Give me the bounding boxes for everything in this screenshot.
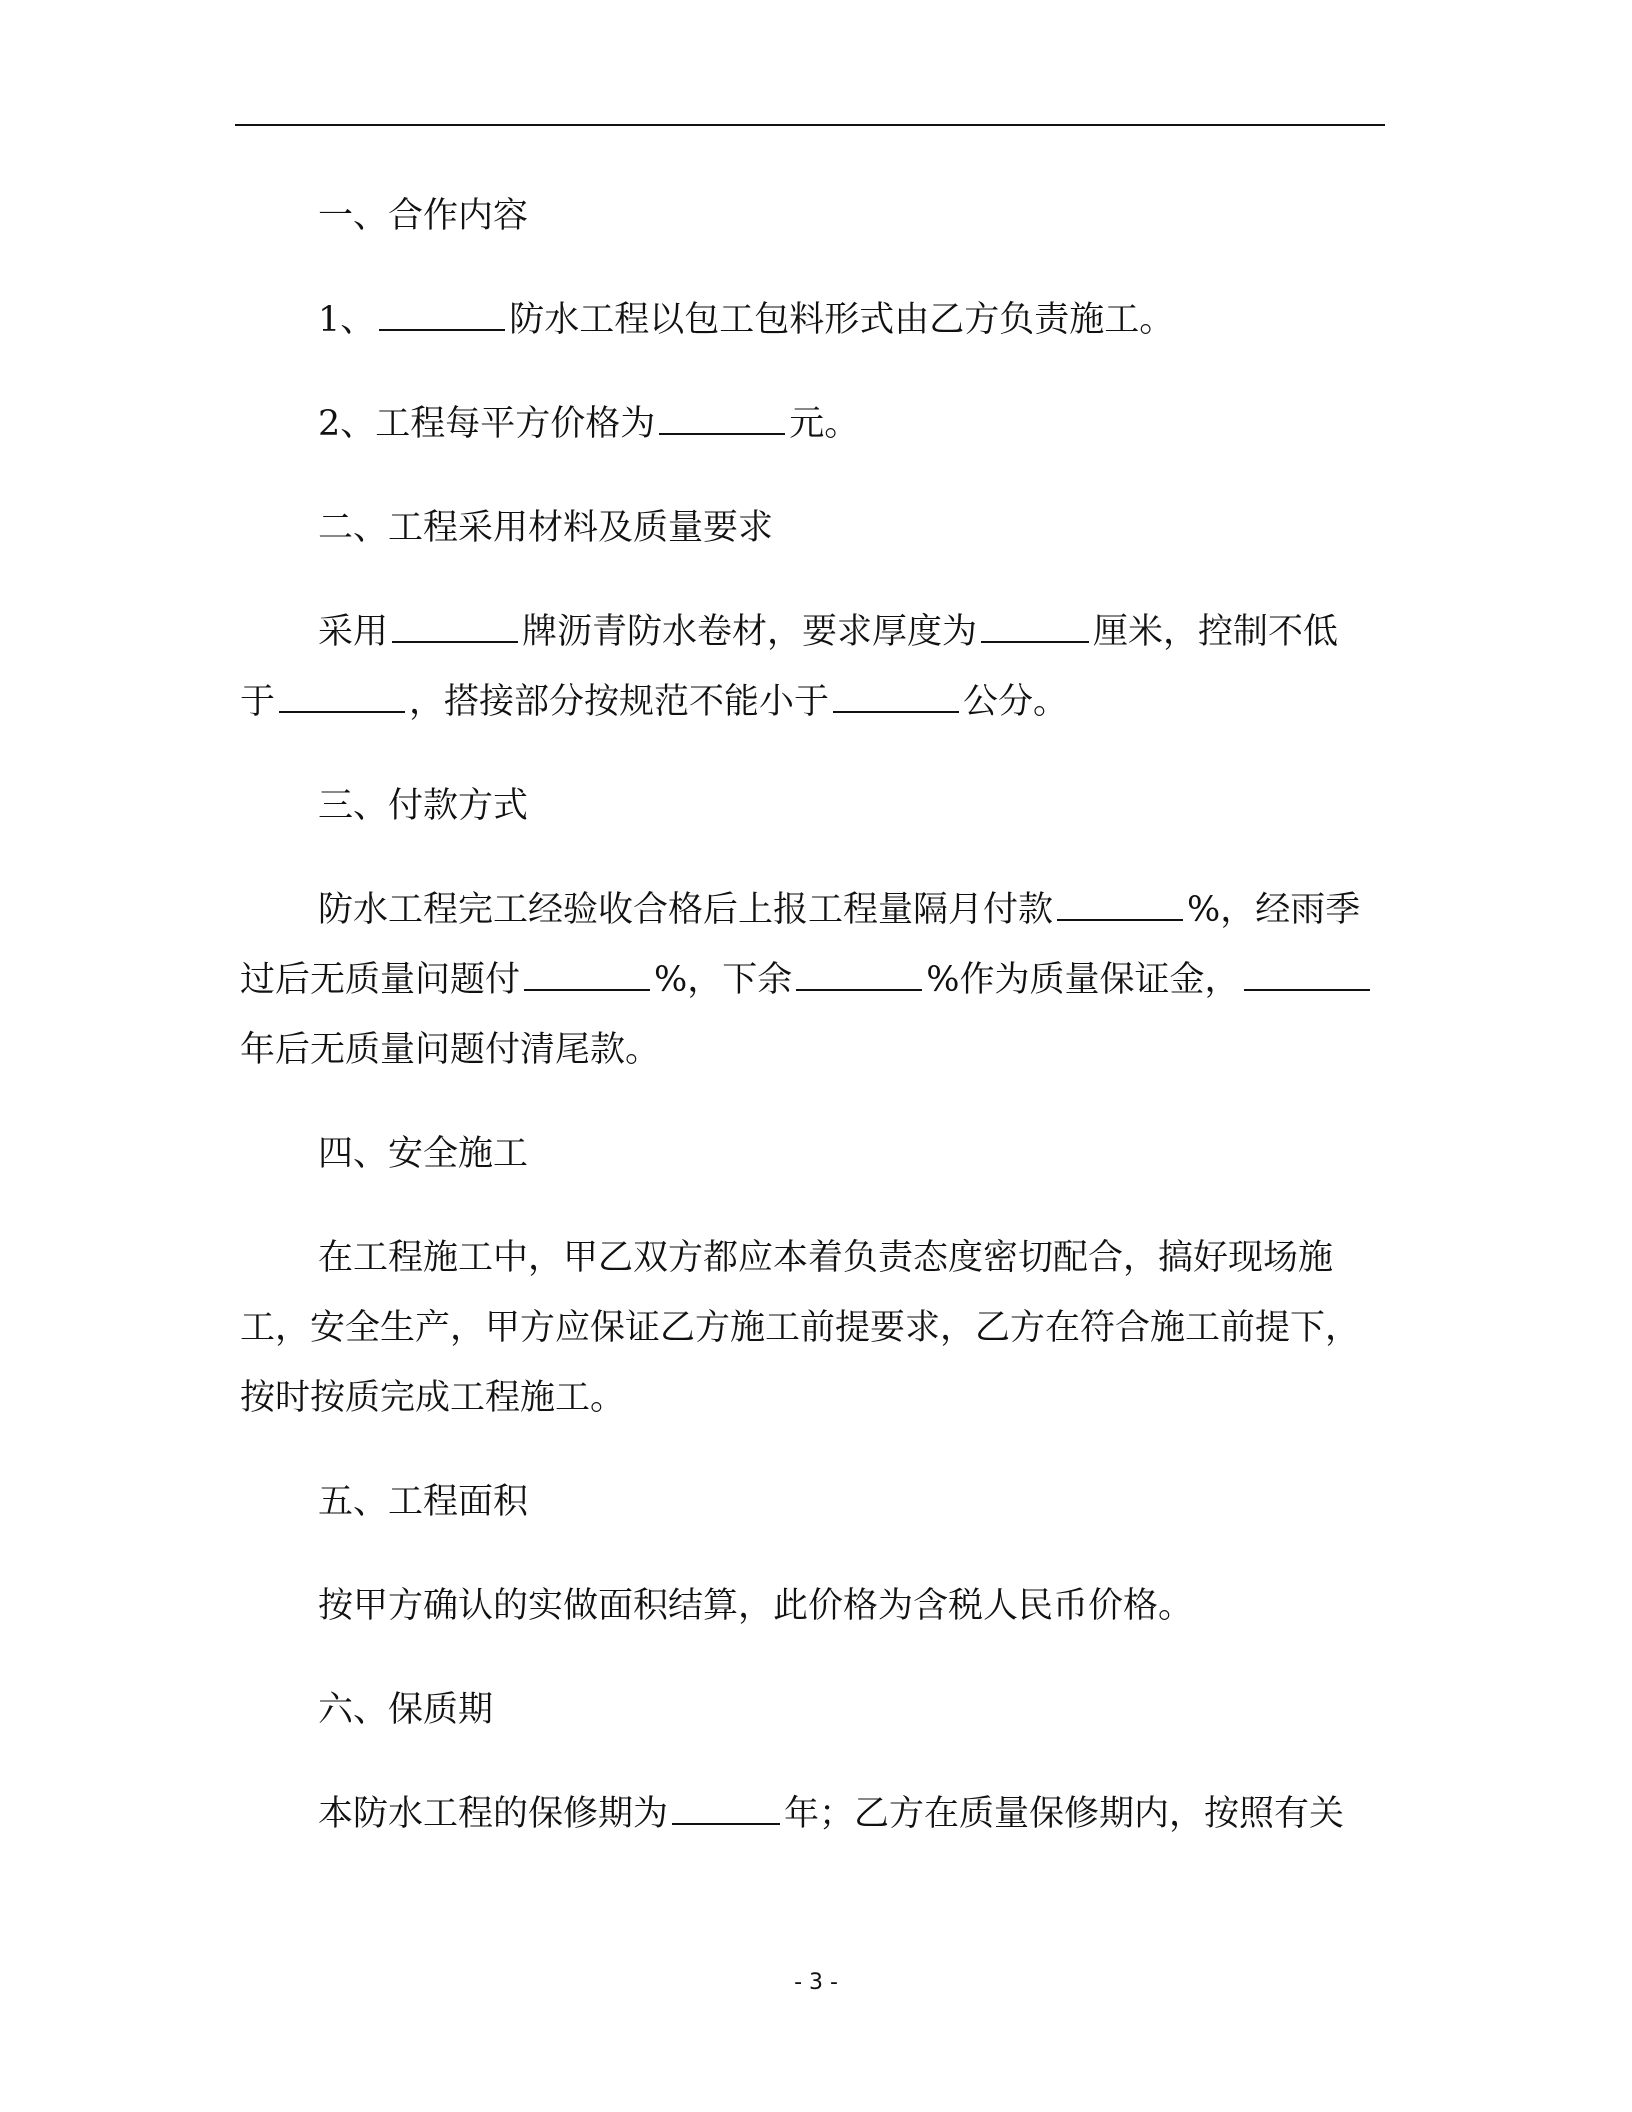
heading-text: 五、工程面积 [318, 1482, 529, 1522]
paragraph-safety-line-2 [240, 1306, 1390, 1350]
section-heading-3 [318, 784, 1390, 828]
text-segment: ，搭接部分按规范不能小于 [409, 682, 830, 722]
header-rule [235, 124, 1385, 126]
paragraph-payment-line-3 [240, 1028, 1390, 1072]
blank-field [833, 681, 959, 713]
section-heading-2 [318, 506, 1390, 550]
heading-text: 二、工程采用材料及质量要求 [318, 508, 774, 548]
blank-field [524, 959, 650, 991]
text-segment: 年后无质量问题付清尾款。 [240, 1030, 661, 1070]
text-segment: 采用 [318, 612, 389, 652]
heading-text: 三、付款方式 [318, 786, 529, 826]
text-segment: 厘米，控制不低 [1093, 612, 1339, 652]
section-heading-1 [318, 194, 1390, 238]
text-segment: 防水工程完工经验收合格后上报工程量隔月付款 [318, 890, 1054, 930]
blank-field [672, 1793, 780, 1825]
text-segment: 在工程施工中，甲乙双方都应本着负责态度密切配合，搞好现场施 [318, 1238, 1334, 1278]
paragraph-item-2 [318, 402, 1390, 446]
heading-text: 六、保质期 [318, 1690, 494, 1730]
blank-field [379, 299, 505, 331]
heading-text: 四、安全施工 [318, 1134, 529, 1174]
blank-field [796, 959, 922, 991]
blank-field [392, 611, 518, 643]
paragraph-warranty-line-1 [318, 1792, 1390, 1836]
text-segment: 过后无质量问题付 [240, 960, 521, 1000]
text-segment: 于 [240, 682, 276, 722]
blank-field [981, 611, 1089, 643]
page-number: - 3 - [794, 1970, 838, 1995]
blank-field [1244, 959, 1370, 991]
text-segment: 公分。 [963, 682, 1069, 722]
text-segment: 按时按质完成工程施工。 [240, 1378, 626, 1418]
text-segment: 防水工程以包工包料形式由乙方负责施工。 [509, 300, 1175, 340]
text-segment: 年；乙方在质量保修期内，按照有关 [784, 1794, 1345, 1834]
paragraph-area-line-1 [318, 1584, 1390, 1628]
blank-field [1057, 889, 1183, 921]
blank-field [279, 681, 405, 713]
text-segment: 元。 [789, 404, 860, 444]
heading-text: 一、合作内容 [318, 196, 529, 236]
blank-field [659, 403, 785, 435]
section-heading-4 [318, 1132, 1390, 1176]
paragraph-safety-line-1 [318, 1236, 1390, 1280]
paragraph-payment-line-2 [240, 958, 1390, 1002]
section-heading-5 [318, 1480, 1390, 1524]
text-segment: %，经雨季 [1187, 890, 1361, 930]
text-segment: 本防水工程的保修期为 [318, 1794, 669, 1834]
text-segment: 牌沥青防水卷材，要求厚度为 [522, 612, 978, 652]
section-heading-6 [318, 1688, 1390, 1732]
paragraph-materials-line-2 [240, 680, 1390, 724]
text-segment: 1、 [318, 300, 376, 340]
text-segment: %作为质量保证金， [926, 960, 1240, 1000]
paragraph-item-1 [318, 298, 1390, 342]
text-segment: 按甲方确认的实做面积结算，此价格为含税人民币价格。 [318, 1586, 1194, 1626]
paragraph-safety-line-3 [240, 1376, 1390, 1420]
text-segment: 2、工程每平方价格为 [318, 404, 656, 444]
text-segment: %，下余 [654, 960, 793, 1000]
paragraph-materials-line-1 [318, 610, 1390, 654]
text-segment: 工，安全生产，甲方应保证乙方施工前提要求，乙方在符合施工前提下， [240, 1308, 1361, 1348]
paragraph-payment-line-1 [318, 888, 1390, 932]
